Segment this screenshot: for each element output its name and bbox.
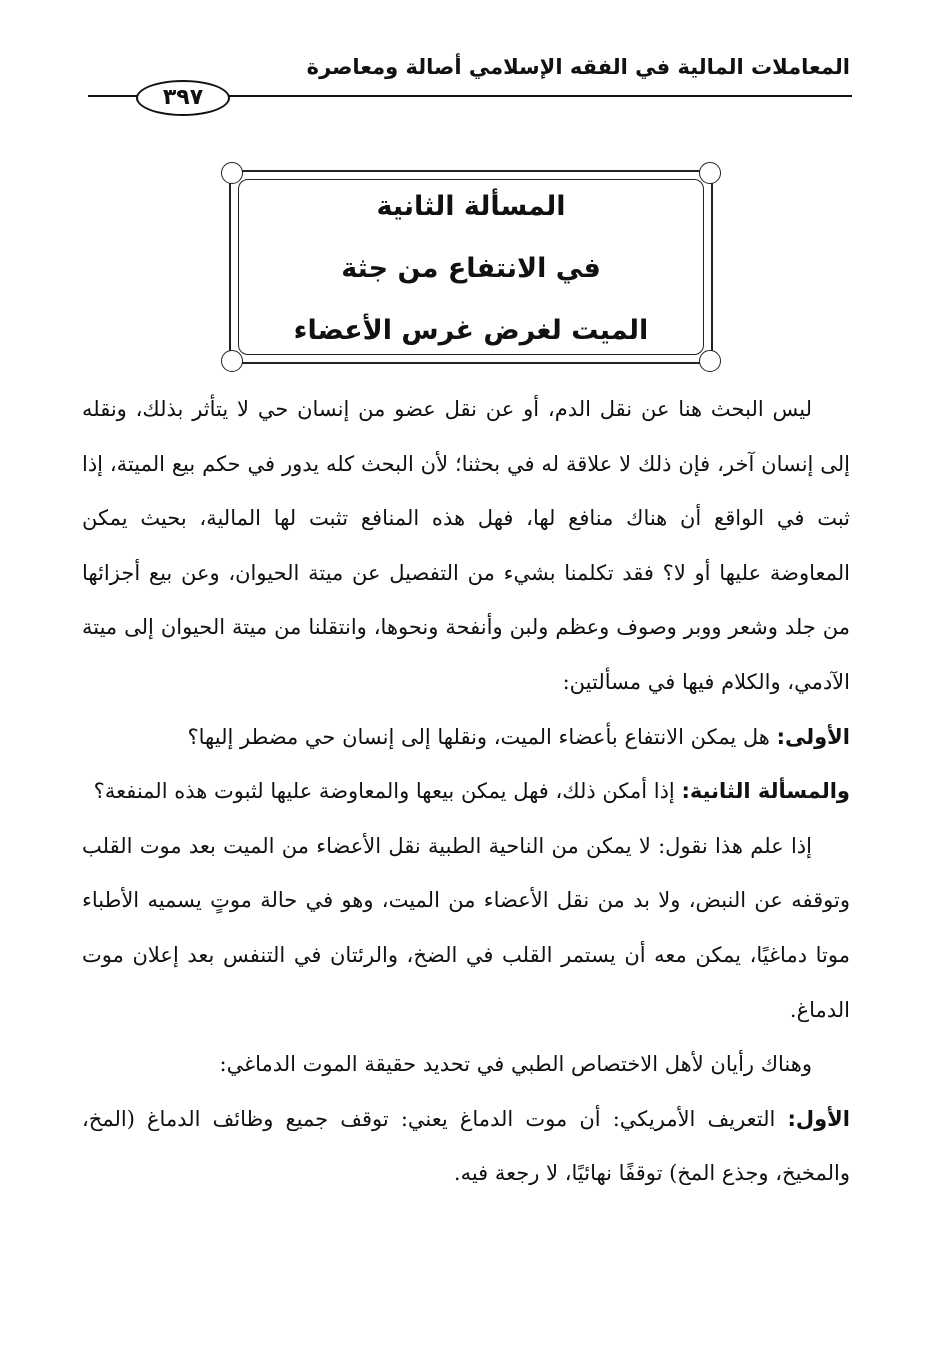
opinions-paragraph: وهناك رأيان لأهل الاختصاص الطبي في تحديد حقيقة الموت الدماغي: <box>219 1052 812 1077</box>
running-header-title: المعاملات المالية في الفقه الإسلامي أصالة ومعاصرة <box>306 55 850 79</box>
section-title-line-2: في الانتفاع من جثة <box>341 253 601 284</box>
section-title-line-1: المسألة الثانية <box>376 191 566 222</box>
medical-paragraph: إذا علم هذا نقول: لا يمكن من الناحية الطبية نقل الأعضاء من الميت بعد موت القلب وتوقفه عن النبض، ولا بد من نقل الأعضاء من الميت، وهو في حالة موتٍ يسميه الأطباء موتا دماغيًا، يمكن معه أن يستمر القلب في الضخ، والرئتان في التنفس بعد إعلان موت الدماغ. <box>82 833 850 1022</box>
question-two-text: إذا أمكن ذلك، فهل يمكن بيعها والمعاوضة عليها لثبوت هذه المنفعة؟ <box>93 779 675 804</box>
section-title-line-3: الميت لغرض غرس الأعضاء <box>293 315 649 346</box>
question-two-label: والمسألة الثانية: <box>681 779 850 804</box>
body-text <box>82 382 850 1201</box>
section-title <box>229 176 713 362</box>
definition-one-label: الأول: <box>787 1106 851 1131</box>
question-one <box>82 710 850 765</box>
intro-paragraph: ليس البحث هنا عن نقل الدم، أو عن نقل عضو من إنسان حي لا يتأثر بذلك، ونقله إلى إنسان آخر، فإن ذلك لا علاقة له في بحثنا؛ لأن البحث كله يدور في حكم بيع الميتة، إذا ثبت في الواقع أن هناك منافع لها، فهل هذه المنافع تثبت لها المالية، بحيث يمكن المعاوضة عليها أو لا؟ فقد تكلمنا بشيء من التفصيل عن ميتة الحيوان، وعن بيع أجزائها من جلد وشعر ووبر وصوف وعظم ولبن وأنفحة ونحوها، وانتقلنا من ميتة الحيوان إلى ميتة الآدمي، والكلام فيها في مسألتين: <box>82 397 850 694</box>
definition-one <box>82 1092 850 1201</box>
question-one-label: الأولى: <box>776 724 850 749</box>
definition-one-text: التعريف الأمريكي: أن موت الدماغ يعني: توقف جميع وظائف الدماغ (المخ، والمخيخ، وجذع المخ) توقفًا نهائيًا، لا رجعة فيه. <box>82 1106 850 1186</box>
question-one-text: هل يمكن الانتفاع بأعضاء الميت، ونقلها إلى إنسان حي مضطر إليها؟ <box>187 724 770 749</box>
question-two <box>82 764 850 819</box>
page-number-badge: ٣٩٧ <box>136 80 230 116</box>
